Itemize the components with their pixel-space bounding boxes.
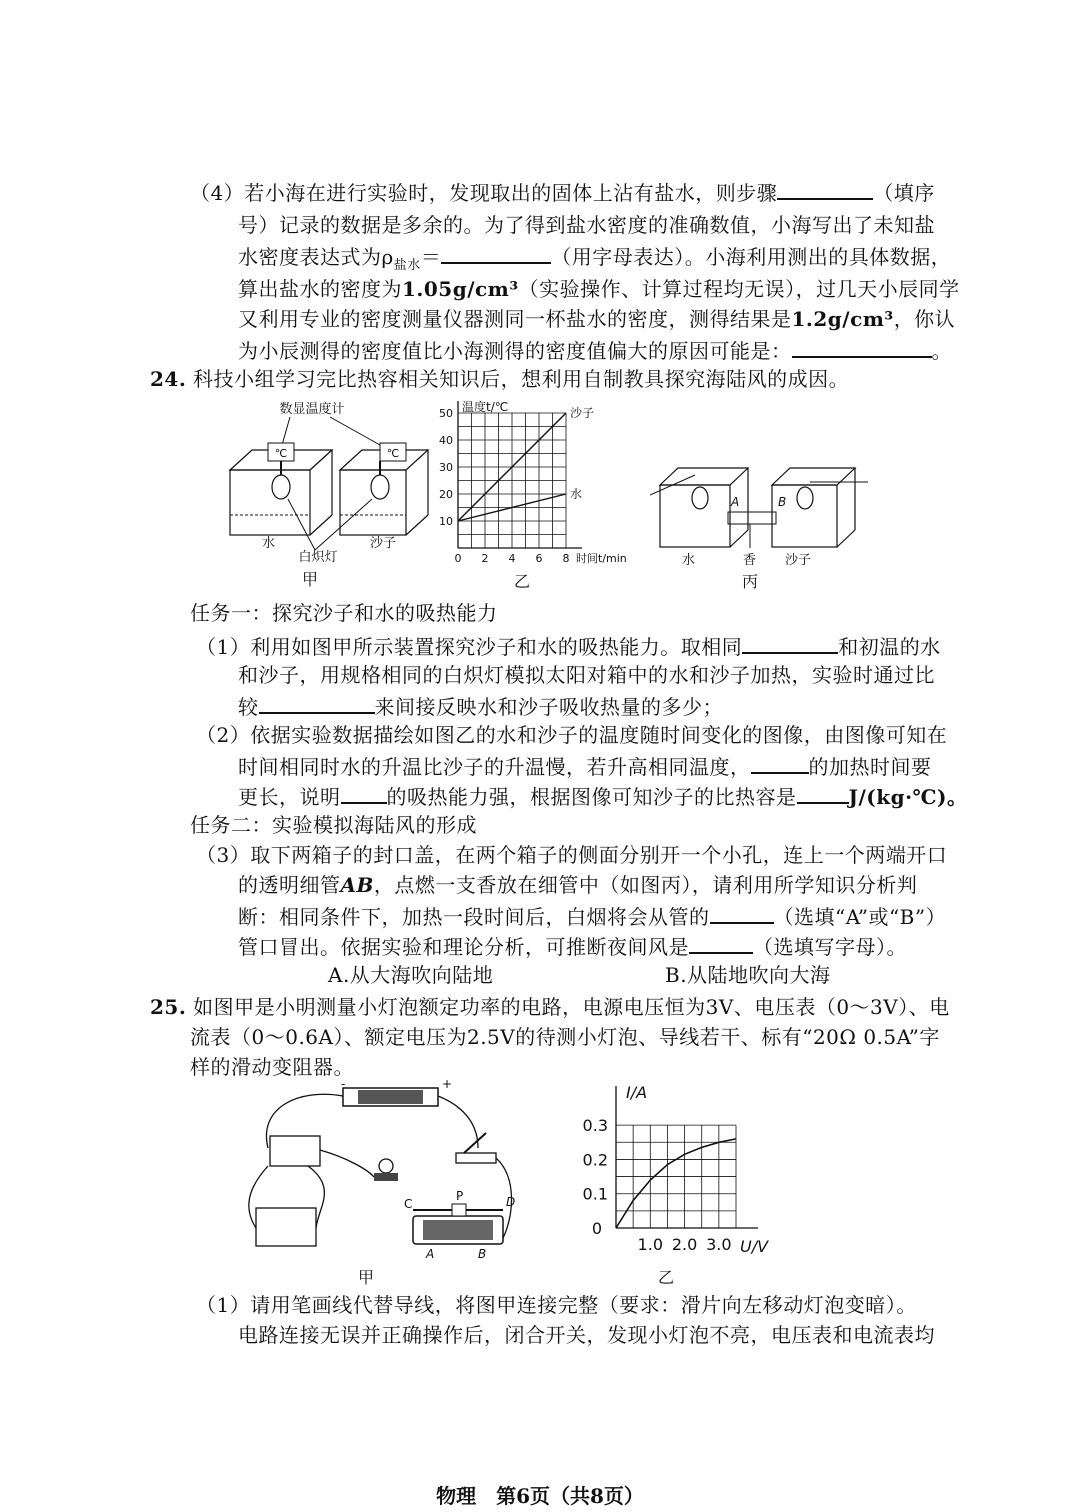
tube-icon xyxy=(728,512,776,524)
q24-p2-line3: 更长，说明 的吸热能力强，根据图像可知沙子的比热容是 J/(kg·℃)。 xyxy=(238,782,967,810)
x-tick-label: 4 xyxy=(508,552,516,565)
answer-blank[interactable] xyxy=(259,692,375,714)
answer-blank[interactable] xyxy=(710,902,774,924)
water-label: 水 xyxy=(262,536,276,551)
figure-label: 甲 xyxy=(301,570,319,589)
voltmeter-icon xyxy=(270,1136,320,1166)
water-box xyxy=(230,443,332,535)
x-axis-label: 时间t/min xyxy=(576,552,627,565)
lamp-icon xyxy=(692,487,708,509)
svg-text:-: - xyxy=(341,1078,346,1091)
lamp-icon xyxy=(371,475,389,499)
figure-label: 乙 xyxy=(657,1268,675,1287)
answer-blank[interactable] xyxy=(792,336,932,358)
q24-task2: 任务二：实验模拟海陆风的形成 xyxy=(190,813,477,837)
q24-task1: 任务一：探究沙子和水的吸热能力 xyxy=(190,601,498,625)
x-tick-label: 8 xyxy=(562,552,570,565)
svg-text:C: C xyxy=(404,1197,413,1211)
x-tick-label: 3.0 xyxy=(706,1235,732,1254)
lamp-icon xyxy=(379,1159,393,1173)
series-label: 水 xyxy=(570,487,583,501)
svg-text:沙子: 沙子 xyxy=(785,553,812,568)
svg-text:B: B xyxy=(778,495,787,509)
svg-text:P: P xyxy=(456,1189,464,1203)
svg-text:香: 香 xyxy=(743,553,757,568)
q23-4-line3: 水密度表达式为$\rho_{盐水}=$ （用字母表达）。小海利用测出的具体数据， xyxy=(238,242,951,279)
x-tick-label: 0 xyxy=(454,552,462,565)
y-tick-label: 40 xyxy=(439,434,453,447)
series-curve xyxy=(616,1139,736,1228)
lamp-icon xyxy=(797,487,813,509)
q25-line1: 25. 如图甲是小明测量小灯泡额定功率的电路，电源电压恒为3V、电压表（0～3V）、电 xyxy=(150,995,950,1019)
q24-p3-line3: 断：相同条件下，加热一段时间后，白烟将会从管的 （选填“A”或“B”） xyxy=(238,902,946,930)
q25-p1-line2: 电路连接无误并正确操作后，闭合开关，发现小灯泡不亮，电压表和电流表均 xyxy=(238,1323,935,1347)
q23-4-line4: 算出盐水的密度为1.05g/cm³（实验操作、计算过程均无误），过几天小辰同学 xyxy=(238,277,960,301)
q23-4-line1: （4）若小海在进行实验时，发现取出的固体上沾有盐水，则步骤 （填序 xyxy=(190,178,935,206)
q23-4-line2: 号）记录的数据是多余的。为了得到盐水密度的准确数值，小海写出了未知盐 xyxy=(238,213,935,237)
q25-p1-line1: （1）请用笔画线代替导线，将图甲连接完整（要求：滑片向左移动灯泡变暗）。 xyxy=(196,1293,917,1317)
svg-text:+: + xyxy=(442,1078,453,1091)
q25-line2: 流表（0～0.6A）、额定电压为2.5V的待测小灯泡、导线若干、标有“20Ω 0.5A”字 xyxy=(190,1025,940,1049)
answer-blank[interactable] xyxy=(797,782,849,804)
answer-blank[interactable] xyxy=(777,178,873,200)
y-tick-label: 30 xyxy=(439,461,453,474)
svg-text:℃: ℃ xyxy=(274,447,288,460)
thermometer-label: 数显温度计 xyxy=(279,402,345,417)
answer-blank[interactable] xyxy=(441,242,551,264)
svg-text:℃: ℃ xyxy=(386,447,400,460)
switch-icon xyxy=(456,1153,496,1163)
q24-p3-line1: （3）取下两箱子的封口盖，在两个箱子的侧面分别开一个小孔，连上一个两端开口 xyxy=(196,843,948,867)
q23-4-line6: 为小辰测得的密度值比小海测得的密度值偏大的原因可能是： 。 xyxy=(238,336,952,364)
svg-text:B: B xyxy=(478,1247,487,1261)
y-axis-label: 温度t/℃ xyxy=(462,400,509,414)
lamp-label: 白炽灯 xyxy=(298,550,338,565)
page-footer: 物理 第6页（共8页） xyxy=(436,1484,644,1508)
ammeter-icon xyxy=(256,1208,316,1246)
sand-box xyxy=(340,443,428,535)
answer-blank[interactable] xyxy=(689,932,753,954)
q24-option-a: A.从大海吹向陆地 xyxy=(328,963,494,987)
x-tick-label: 2.0 xyxy=(671,1235,698,1254)
q24-p1-line3: 较 来间接反映水和沙子吸收热量的多少； xyxy=(238,692,723,720)
y-tick-label: 20 xyxy=(439,488,453,501)
y-tick-label: 0.2 xyxy=(582,1150,608,1170)
current-voltage-chart xyxy=(568,1078,793,1288)
q24-p3-line4: 管口冒出。依据实验和理论分析，可推断夜间风是 （选填写字母）。 xyxy=(238,932,907,960)
svg-text:A: A xyxy=(731,495,740,509)
temperature-time-chart xyxy=(428,395,648,595)
svg-text:D: D xyxy=(506,1195,516,1209)
lamp-icon xyxy=(272,475,290,499)
q24-option-b: B.从陆地吹向大海 xyxy=(665,963,831,987)
x-axis-label: U/V xyxy=(740,1237,769,1256)
svg-text:丙: 丙 xyxy=(741,572,759,591)
y-axis-label: I/A xyxy=(626,1083,648,1102)
y-tick-label: 0.3 xyxy=(582,1116,608,1136)
q24-p1-line1: （1）利用如图甲所示装置探究沙子和水的吸热能力。取相同 和初温的水 xyxy=(196,632,941,660)
y-tick-label: 50 xyxy=(439,407,453,420)
y-tick-label: 0.1 xyxy=(582,1184,608,1204)
circuit-figure xyxy=(238,1078,538,1288)
x-tick-label: 2 xyxy=(481,552,489,565)
q24-p3-line2: 的透明细管AB，点燃一支香放在细管中（如图丙），请利用所学知识分析判 xyxy=(238,873,918,897)
svg-text:甲: 甲 xyxy=(357,1268,375,1287)
origin-label: 0 xyxy=(591,1219,602,1238)
x-tick-label: 6 xyxy=(535,552,543,565)
q23-4-line5: 又利用专业的密度测量仪器测同一杯盐水的密度，测得结果是1.2g/cm³，你认 xyxy=(238,307,956,331)
answer-blank[interactable] xyxy=(742,632,838,654)
figure-q24-bing xyxy=(650,460,875,595)
series-label: 沙子 xyxy=(570,406,595,420)
q24-p2-line1: （2）依据实验数据描绘如图乙的水和沙子的温度随时间变化的图像，由图像可知在 xyxy=(196,723,948,747)
figure-label: 乙 xyxy=(513,572,531,591)
y-tick-label: 10 xyxy=(439,515,453,528)
svg-text:水: 水 xyxy=(682,553,696,568)
figure-q24-jia xyxy=(220,395,435,595)
answer-blank[interactable] xyxy=(751,752,809,774)
x-tick-label: 1.0 xyxy=(637,1235,664,1254)
q24-p2-line2: 时间相同时水的升温比沙子的升温慢，若升高相同温度， 的加热时间要 xyxy=(238,752,932,780)
q24-stem: 24. 科技小组学习完比热容相关知识后，想利用自制教具探究海陆风的成因。 xyxy=(150,367,850,391)
answer-blank[interactable] xyxy=(341,782,387,804)
q25-line3: 样的滑动变阻器。 xyxy=(190,1055,354,1079)
svg-text:A: A xyxy=(426,1247,435,1261)
sand-label: 沙子 xyxy=(370,536,397,551)
q24-p1-line2: 和沙子，用规格相同的白炽灯模拟太阳对箱中的水和沙子加热，实验时通过比 xyxy=(238,663,935,687)
